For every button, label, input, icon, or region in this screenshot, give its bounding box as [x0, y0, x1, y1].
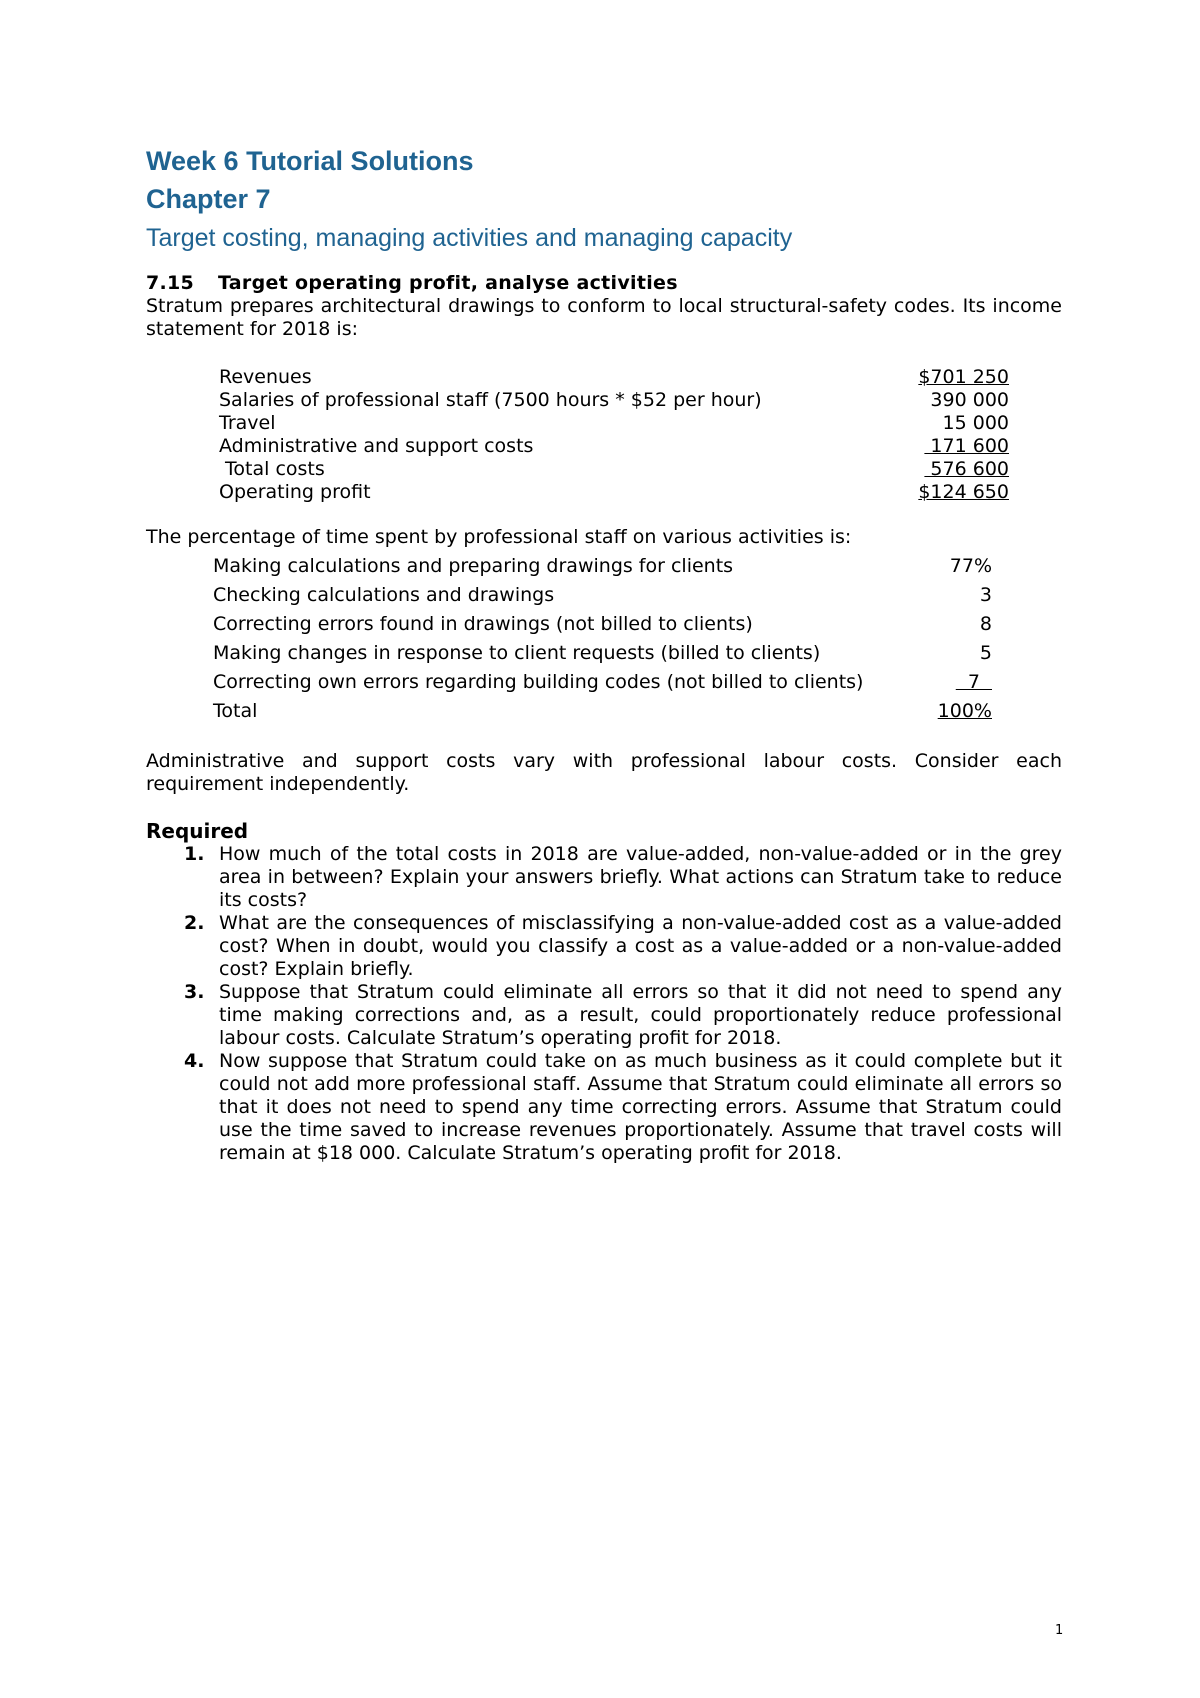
row-label: Revenues	[219, 366, 312, 388]
table-row	[213, 668, 1000, 697]
row-amount: 390 000	[930, 389, 1009, 411]
table-row	[213, 697, 1000, 726]
page-number: 1	[1055, 1623, 1064, 1638]
required-heading: Required	[146, 819, 249, 843]
table-row	[213, 552, 1000, 581]
activity-value: 7	[955, 671, 992, 693]
activity-label: Total	[213, 700, 258, 722]
list-item	[146, 981, 1062, 1050]
activities-table	[213, 552, 1000, 726]
activity-value: 100%	[937, 700, 992, 722]
row-label: Operating profit	[219, 481, 371, 503]
row-label: Salaries of professional staff (7500 hours * $52 per hour)	[219, 389, 762, 411]
table-row	[219, 458, 1009, 481]
list-item	[146, 1050, 1062, 1165]
row-amount: 15 000	[942, 412, 1009, 434]
problem-number: 7.15	[146, 272, 195, 294]
activity-value: 77%	[949, 555, 992, 577]
document-title: Week 6 Tutorial Solutions	[146, 146, 474, 176]
table-row	[219, 366, 1009, 389]
activities-intro: The percentage of time spent by professional staff on various activities is:	[146, 526, 852, 548]
row-label: Administrative and support costs	[219, 435, 534, 457]
row-amount: 576 600	[924, 458, 1009, 480]
item-number: 4.	[184, 1050, 205, 1072]
problem-intro: Stratum prepares architectural drawings to conform to local structural-safety codes. Its income statement for 2018 is:	[146, 295, 1062, 340]
table-row	[219, 412, 1009, 435]
row-amount: 171 600	[924, 435, 1009, 457]
item-text: How much of the total costs in 2018 are value-added, non-value-added or in the grey area in between? Explain your answers briefly. What actions can Stratum take to reduce its costs?	[219, 843, 1062, 911]
problem-title: Target operating profit, analyse activities	[218, 272, 678, 294]
table-row	[219, 389, 1009, 412]
activity-label: Making changes in response to client requests (billed to clients)	[213, 642, 821, 664]
chapter-subtitle: Target costing, managing activities and managing capacity	[146, 224, 793, 252]
income-statement-table	[219, 366, 1009, 504]
table-row	[213, 610, 1000, 639]
table-row	[213, 639, 1000, 668]
list-item	[146, 912, 1062, 981]
item-number: 3.	[184, 981, 205, 1003]
row-amount: $124 650	[918, 481, 1009, 503]
list-item	[146, 843, 1062, 912]
requirement-note: Administrative and support costs vary with professional labour costs. Consider each requirement independently.	[146, 750, 1062, 795]
item-text: Now suppose that Stratum could take on as much business as it could complete but it could not add more professional staff. Assume that Stratum could eliminate all errors so that it does not need to spend any time correcting errors. Assume that Stratum could use the time saved to increase revenues proportionately. Assume that travel costs will remain at $18 000. Calculate Stratum’s operating profit for 2018.	[219, 1050, 1062, 1164]
table-row	[219, 435, 1009, 458]
document-content	[146, 144, 1062, 1165]
activity-label: Checking calculations and drawings	[213, 584, 555, 606]
activity-label: Correcting own errors regarding building codes (not billed to clients)	[213, 671, 864, 693]
row-label: Travel	[219, 412, 276, 434]
table-row	[219, 481, 1009, 504]
item-number: 2.	[184, 912, 205, 934]
activity-value: 3	[979, 584, 992, 606]
item-text: What are the consequences of misclassifying a non-value-added cost as a value-added cost? When in doubt, would you classify a cost as a value-added or a non-value-added cost? Explain briefly.	[219, 912, 1062, 980]
requirements-list	[146, 843, 1062, 1165]
activity-value: 8	[979, 613, 992, 635]
activity-label: Making calculations and preparing drawings for clients	[213, 555, 734, 577]
item-number: 1.	[184, 843, 205, 865]
chapter-heading: Chapter 7	[146, 184, 271, 214]
item-text: Suppose that Stratum could eliminate all errors so that it did not need to spend any time making corrections and, as a result, could proportionately reduce professional labour costs. Calculate Stratum’s operating profit for 2018.	[219, 981, 1062, 1049]
activity-label: Correcting errors found in drawings (not billed to clients)	[213, 613, 753, 635]
table-row	[213, 581, 1000, 610]
row-amount: $701 250	[918, 366, 1009, 388]
row-label: Total costs	[219, 458, 325, 480]
problem-heading	[146, 272, 1062, 295]
activity-value: 5	[979, 642, 992, 664]
